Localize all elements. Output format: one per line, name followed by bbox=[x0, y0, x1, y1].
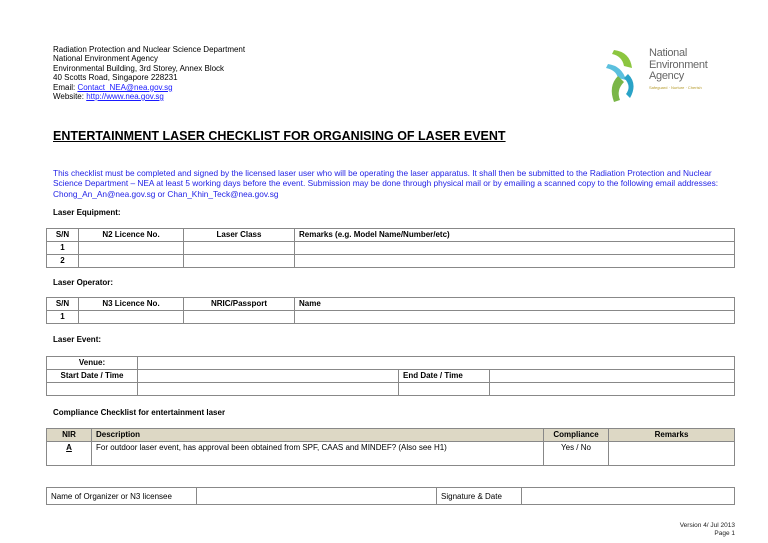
column-header: Name bbox=[295, 298, 735, 311]
page-title: ENTERTAINMENT LASER CHECKLIST FOR ORGANISING OF LASER EVENT bbox=[53, 129, 506, 143]
signature-table bbox=[46, 487, 735, 505]
start-date-input[interactable] bbox=[138, 370, 399, 383]
venue-label: Venue: bbox=[47, 357, 138, 370]
logo-tagline: Safeguard · Nurture · Cherish bbox=[649, 85, 702, 90]
table-row bbox=[47, 311, 735, 324]
end-date-label: End Date / Time bbox=[399, 370, 490, 383]
sn-cell: 2 bbox=[47, 255, 79, 268]
nea-logo bbox=[600, 46, 720, 108]
start-date-label: Start Date / Time bbox=[47, 370, 138, 383]
empty-cell[interactable] bbox=[399, 383, 490, 396]
logo-text: Agency bbox=[649, 70, 684, 82]
venue-input[interactable] bbox=[138, 357, 735, 370]
website-link[interactable]: http://www.nea.gov.sg bbox=[86, 92, 164, 102]
end-date-input[interactable] bbox=[490, 370, 735, 383]
operator-heading: Laser Operator: bbox=[53, 278, 114, 287]
laser-class-input[interactable] bbox=[184, 242, 295, 255]
empty-cell[interactable] bbox=[490, 383, 735, 396]
department-address bbox=[53, 45, 245, 101]
n3-licence-input[interactable] bbox=[79, 311, 184, 324]
email-label: Email: bbox=[53, 82, 78, 92]
table-row bbox=[47, 255, 735, 268]
address-line: 40 Scotts Road, Singapore 228231 bbox=[53, 73, 178, 83]
empty-cell[interactable] bbox=[47, 383, 138, 396]
compliance-select[interactable]: Yes / No bbox=[544, 442, 609, 466]
address-line: Environmental Building, 3rd Storey, Annex Block bbox=[53, 63, 225, 73]
logo-text: Environment bbox=[649, 58, 708, 71]
column-header: Compliance bbox=[544, 429, 609, 442]
compliance-heading: Compliance Checklist for entertainment laser bbox=[53, 408, 226, 417]
table-header-row bbox=[47, 298, 735, 311]
column-header: NRIC/Passport bbox=[184, 298, 295, 311]
address-line: National Environment Agency bbox=[53, 54, 158, 64]
column-header: Remarks bbox=[609, 429, 735, 442]
organizer-name-input[interactable] bbox=[197, 488, 437, 505]
n2-licence-input[interactable] bbox=[79, 242, 184, 255]
signature-input[interactable] bbox=[522, 488, 735, 505]
empty-cell[interactable] bbox=[138, 383, 399, 396]
event-table bbox=[46, 356, 735, 396]
name-input[interactable] bbox=[295, 311, 735, 324]
nir-link[interactable]: A bbox=[47, 442, 92, 466]
remarks-input[interactable] bbox=[295, 255, 735, 268]
address-line: Radiation Protection and Nuclear Science Department bbox=[53, 45, 246, 54]
column-header: Remarks (e.g. Model Name/Number/etc) bbox=[295, 229, 735, 242]
table-row bbox=[47, 242, 735, 255]
equipment-table bbox=[46, 228, 735, 268]
column-header: Laser Class bbox=[184, 229, 295, 242]
column-header: N2 Licence No. bbox=[79, 229, 184, 242]
sn-cell: 1 bbox=[47, 242, 79, 255]
email-link[interactable]: Contact_NEA@nea.gov.sg bbox=[77, 82, 173, 92]
compliance-table bbox=[46, 428, 735, 466]
column-header: S/N bbox=[47, 229, 79, 242]
table-header-row bbox=[47, 429, 735, 442]
footer bbox=[680, 522, 735, 538]
remarks-input[interactable] bbox=[609, 442, 735, 466]
equipment-heading: Laser Equipment: bbox=[53, 208, 121, 217]
organizer-name-label: Name of Organizer or N3 licensee bbox=[47, 488, 197, 505]
intro-text: This checklist must be completed and signed by the licensed laser user who will be operating the laser apparatus. It shall then be submitted to the Radiation Protection and Nuclear Science Department – NEA at least 5 working days before the event. Submission may be done through physical mail or by emailing a scanned copy to the following email addresses: Chong_An_An@nea.gov.sg or Chan_Khin_Teck@nea.gov.sg bbox=[53, 168, 719, 199]
table-row bbox=[47, 442, 735, 466]
column-header: NIR bbox=[47, 429, 92, 442]
column-header: S/N bbox=[47, 298, 79, 311]
n2-licence-input[interactable] bbox=[79, 255, 184, 268]
column-header: N3 Licence No. bbox=[79, 298, 184, 311]
event-heading: Laser Event: bbox=[53, 335, 102, 344]
nea-logo-icon bbox=[600, 46, 648, 108]
sn-cell: 1 bbox=[47, 311, 79, 324]
operator-table bbox=[46, 297, 735, 324]
logo-text: National bbox=[649, 47, 687, 59]
table-header-row bbox=[47, 229, 735, 242]
description-cell: For outdoor laser event, has approval been obtained from SPF, CAAS and MINDEF? (Also see H1) bbox=[92, 442, 544, 466]
page-number: Page 1 bbox=[714, 530, 735, 537]
website-label: Website: bbox=[53, 92, 87, 102]
version-text: Version 4/ Jul 2013 bbox=[679, 522, 735, 529]
signature-label: Signature & Date bbox=[437, 488, 522, 505]
nric-input[interactable] bbox=[184, 311, 295, 324]
remarks-input[interactable] bbox=[295, 242, 735, 255]
column-header: Description bbox=[92, 429, 544, 442]
laser-class-input[interactable] bbox=[184, 255, 295, 268]
